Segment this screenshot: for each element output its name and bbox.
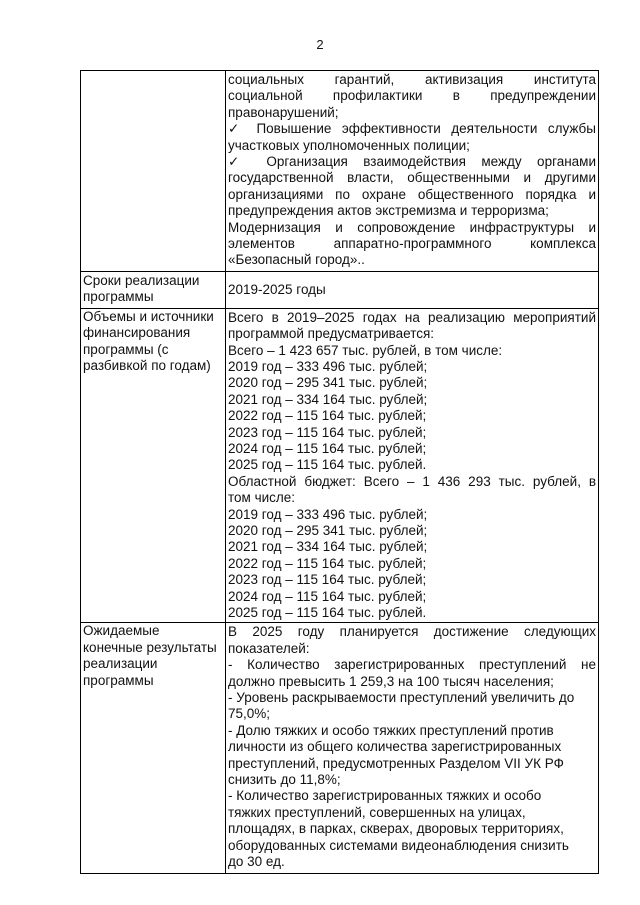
results-line: 75,0%; [228, 706, 271, 722]
results-line: - Уровень раскрываемости преступлений увеличить до [228, 690, 575, 706]
funding-line: 2020 год – 295 341 тыс. рублей; [228, 375, 428, 391]
row-results [81, 623, 599, 873]
results-line: - Количество зарегистрированных тяжких и особо [228, 788, 542, 804]
funding-line: 2023 год – 115 164 тыс. рублей; [228, 424, 427, 440]
funding-line: 2024 год – 115 164 тыс. рублей; [228, 588, 427, 604]
row-terms [81, 271, 599, 308]
results-value-cell [226, 623, 599, 873]
results-line: до 30 ед. [228, 854, 285, 870]
funding-line: 2020 год – 295 341 тыс. рублей; [228, 522, 428, 538]
tasks-line: Модернизация и сопровождение инфраструктуры и [228, 219, 596, 235]
funding-line: 2025 год – 115 164 тыс. рублей. [228, 605, 427, 620]
results-line: должно превысить 1 259,3 на 100 тысяч населения; [228, 673, 554, 689]
tasks-line: социальных гарантий, активизация института [228, 72, 596, 87]
results-label: конечные результаты [83, 639, 217, 655]
terms-value-cell [226, 271, 599, 308]
funding-line: 2019 год – 333 496 тыс. рублей; [228, 506, 428, 522]
results-label-cell [81, 623, 226, 873]
tasks-line: участковых уполномоченных полиции; [228, 137, 470, 153]
funding-line: программой предусматривается: [228, 326, 435, 342]
results-label: реализации [83, 656, 158, 672]
row-tasks [81, 71, 599, 272]
terms-label: программы [83, 289, 154, 305]
funding-label: Объемы и источники [83, 308, 214, 324]
funding-value-cell [226, 308, 599, 623]
funding-label: разбивкой по годам) [83, 357, 211, 373]
tasks-line: элементов аппаратно-программного комплекса [228, 236, 596, 252]
results-line: снизить до 11,8%; [228, 772, 341, 788]
tasks-line: ✓ Повышение эффективности деятельности службы [228, 121, 596, 137]
page-number: 2 [316, 37, 324, 52]
results-line: тяжких преступлений, совершенных на улицах, [228, 804, 526, 820]
funding-line: том числе: [228, 490, 296, 506]
funding-line: 2022 год – 115 164 тыс. рублей; [228, 408, 427, 424]
funding-line: 2019 год – 333 496 тыс. рублей; [228, 358, 428, 374]
tasks-value-cell [226, 71, 599, 272]
tasks-line: «Безопасный город».. [228, 252, 365, 268]
row-funding [81, 308, 599, 623]
terms-label-cell [81, 271, 226, 308]
results-line: показателей: [228, 640, 310, 656]
results-line: - Количество зарегистрированных преступлений не [228, 657, 596, 673]
program-passport-table [80, 70, 599, 874]
funding-line: Всего в 2019–2025 годах на реализацию мероприятий [228, 309, 596, 325]
results-line: В 2025 году планируется достижение следующих [228, 624, 596, 640]
tasks-line: организациями по охране общественного порядка и [228, 186, 596, 202]
funding-line: Областной бюджет: Всего – 1 436 293 тыс. рублей, в [228, 473, 596, 489]
funding-line: 2025 год – 115 164 тыс. рублей. [228, 457, 427, 473]
results-label: программы [83, 672, 154, 688]
results-line: личности из общего количества зарегистрированных [228, 739, 562, 755]
funding-label: финансирования [83, 325, 191, 341]
terms-value: 2019-2025 годы [228, 281, 326, 297]
tasks-label-cell [81, 71, 226, 272]
funding-line: 2023 год – 115 164 тыс. рублей; [228, 572, 427, 588]
results-line: преступлений, предусмотренных Разделом VII УК РФ [228, 755, 564, 771]
results-label: Ожидаемые [83, 623, 160, 639]
results-line: оборудованных системами видеонаблюдения снизить [228, 837, 569, 853]
tasks-line: правонарушений; [228, 104, 339, 120]
results-line: - Долю тяжких и особо тяжких преступлений против [228, 722, 554, 738]
funding-line: 2022 год – 115 164 тыс. рублей; [228, 555, 427, 571]
funding-line: 2021 год – 334 164 тыс. рублей; [228, 391, 428, 407]
funding-line: Всего – 1 423 657 тыс. рублей, в том числе: [228, 342, 503, 358]
tasks-line: государственной власти, общественными и другими [228, 170, 596, 186]
funding-label-cell [81, 308, 226, 623]
tasks-line: предупреждения актов экстремизма и терроризма; [228, 203, 549, 219]
funding-label: программы (с [83, 341, 169, 357]
tasks-line: ✓ Организация взаимодействия между органами [228, 154, 596, 170]
funding-line: 2024 год – 115 164 тыс. рублей; [228, 440, 427, 456]
funding-line: 2021 год – 334 164 тыс. рублей; [228, 539, 428, 555]
results-line: площадях, в парках, скверах, дворовых территориях, [228, 821, 564, 837]
tasks-line: социальной профилактики в предупреждении [228, 88, 596, 104]
terms-label: Сроки реализации [83, 272, 200, 288]
